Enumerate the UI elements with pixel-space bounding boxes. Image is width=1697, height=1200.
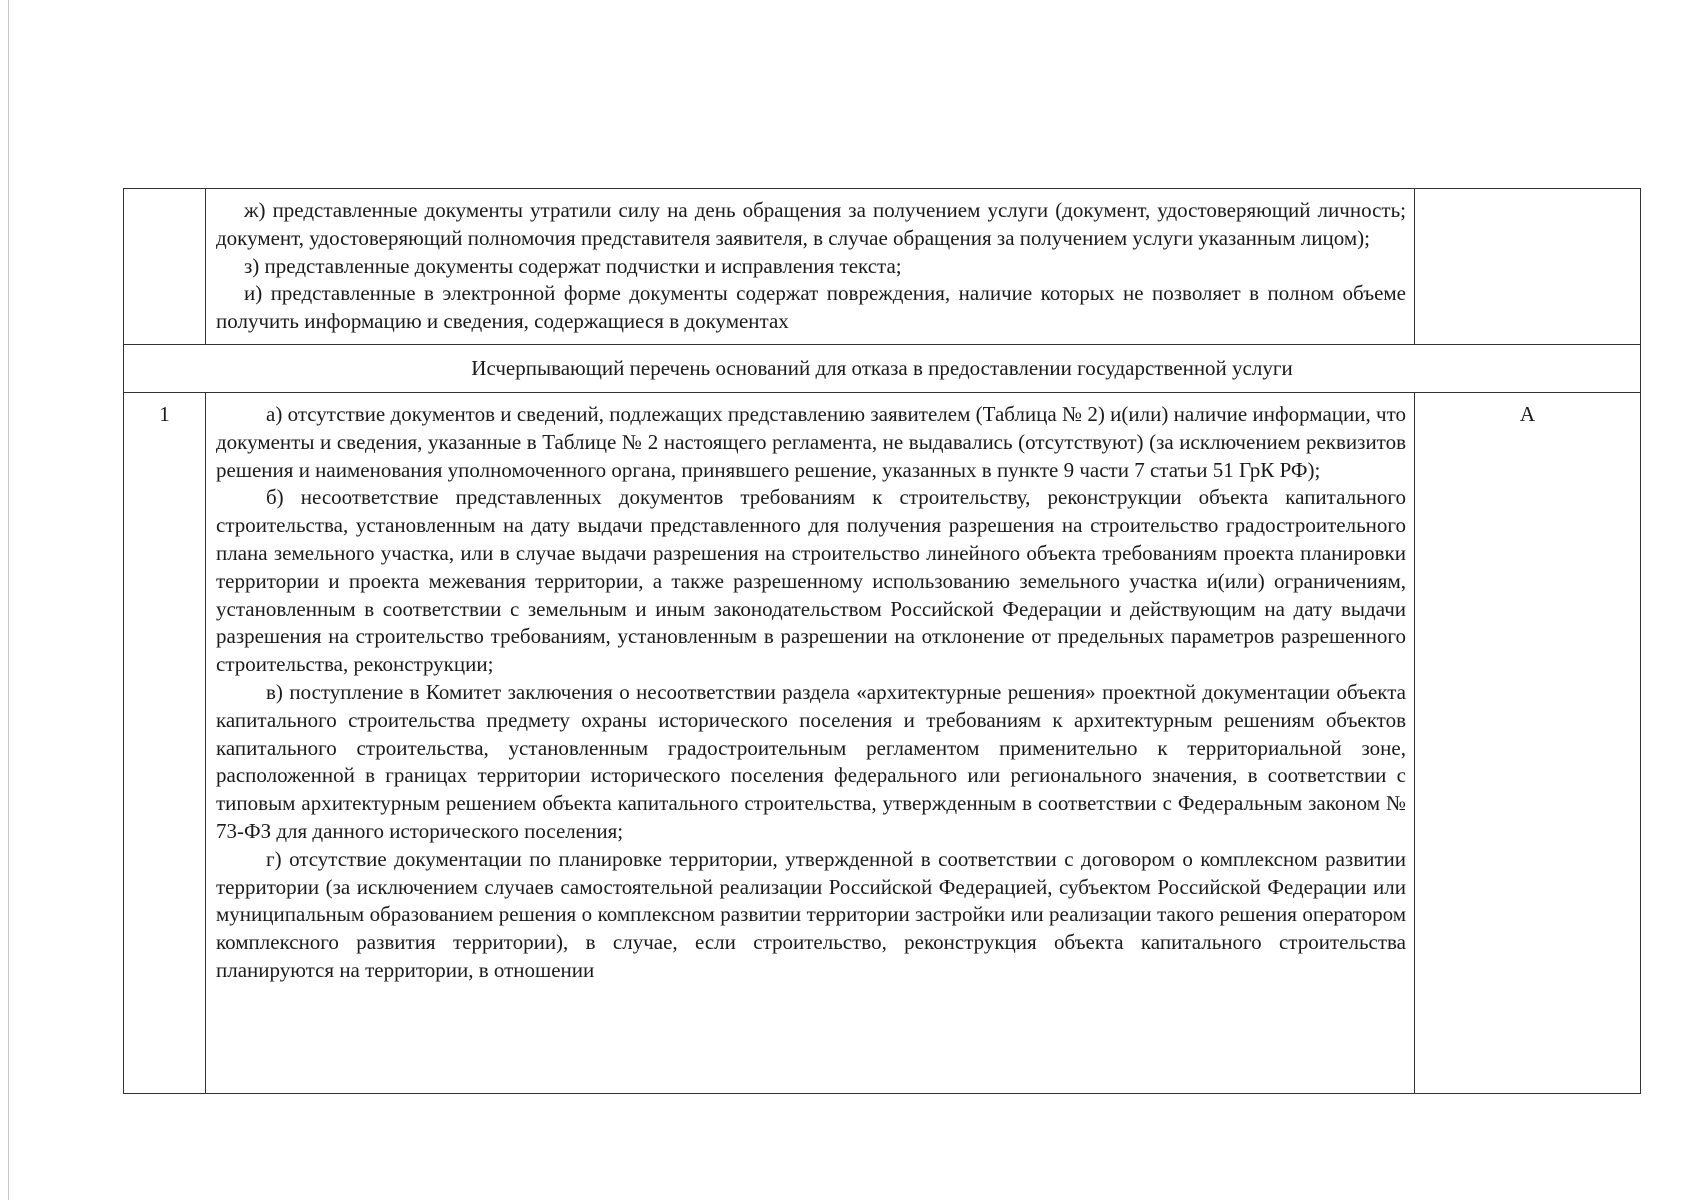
- item-b: б) несоответствие представленных документов требованиям к строительству, реконструкции объекта капитального строительства, установленным на дату выдачи представленного для получения разрешения на строительство градостроительного плана земельного участка, или в случае выдачи разрешения на строительство линейного объекта требованиям проекта планировки территории и проекта межевания территории, а также разрешенному использованию земельного участка и(или) ограничениям, установленным в соответствии с земельным и иным законодательством Российской Федерации и действующим на дату выдачи разрешения на строительство требованиям, установленным в разрешении на отклонение от предельных параметров разрешенного строительства, реконструкции;: [216, 485, 1406, 677]
- section-heading: Исчерпывающий перечень оснований для отказа в предоставлении государственной услуги: [124, 344, 1641, 392]
- continuation-text-cell: [206, 189, 1415, 345]
- row-code: А: [1415, 392, 1641, 1093]
- item-g: г) отсутствие документации по планировке территории, утвержденной в соответствии с договором о комплексном развитии территории (за исключением случаев самостоятельной реализации Российской Федерацией, субъектом Российской Федерации или муниципальным образованием решения о комплексном развитии территории застройки или реализации такого решения оператором комплексного развития территории), в случае, если строительство, реконструкция объекта капитального строительства планируются на территории, в отношении: [216, 846, 1406, 982]
- item-i: и) представленные в электронной форме документы содержат повреждения, наличие которых не позволяет в полном объеме получить информацию и сведения, содержащиеся в документах: [216, 281, 1406, 334]
- continuation-code-cell: [1415, 189, 1641, 345]
- section-heading-row: [124, 344, 1641, 392]
- item-a: а) отсутствие документов и сведений, подлежащих представлению заявителем (Таблица № 2) и(или) наличие информации, что документы и сведения, указанные в Таблице № 2 настоящего регламента, не выдавались (отсутствуют) (за исключением реквизитов решения и наименования уполномоченного органа, принявшего решение, указанных в пункте 9 части 7 статьи 51 ГрК РФ);: [216, 401, 1406, 482]
- refusal-grounds-table: [123, 188, 1641, 1094]
- item-z: з) представленные документы содержат подчистки и исправления текста;: [244, 253, 902, 278]
- row-text-cell: [206, 392, 1415, 1093]
- item-v: в) поступление в Комитет заключения о несоответствии раздела «архитектурные решения» проектной документации объекта капитального строительства предмету охраны исторического поселения и требованиям к архитектурным решениям объектов капитального строительства, установленным градостроительным регламентом применительно к территориальной зоне, расположенной в границах территории исторического поселения федерального или регионального значения, в соответствии с типовым архитектурным решением объекта капитального строительства, утвержденным в соответствии с Федеральным законом № 73-ФЗ для данного исторического поселения;: [216, 679, 1406, 843]
- continuation-row: [124, 189, 1641, 345]
- scan-left-edge: [8, 0, 9, 1200]
- item-zh: ж) представленные документы утратили силу на день обращения за получением услуги (документ, удостоверяющий личность; документ, удостоверяющий полномочия представителя заявителя, в случае обращения за получением услуги указанным лицом);: [216, 198, 1406, 250]
- continuation-number-cell: [124, 189, 206, 345]
- table-row: [124, 392, 1641, 1093]
- row-number: 1: [124, 392, 206, 1093]
